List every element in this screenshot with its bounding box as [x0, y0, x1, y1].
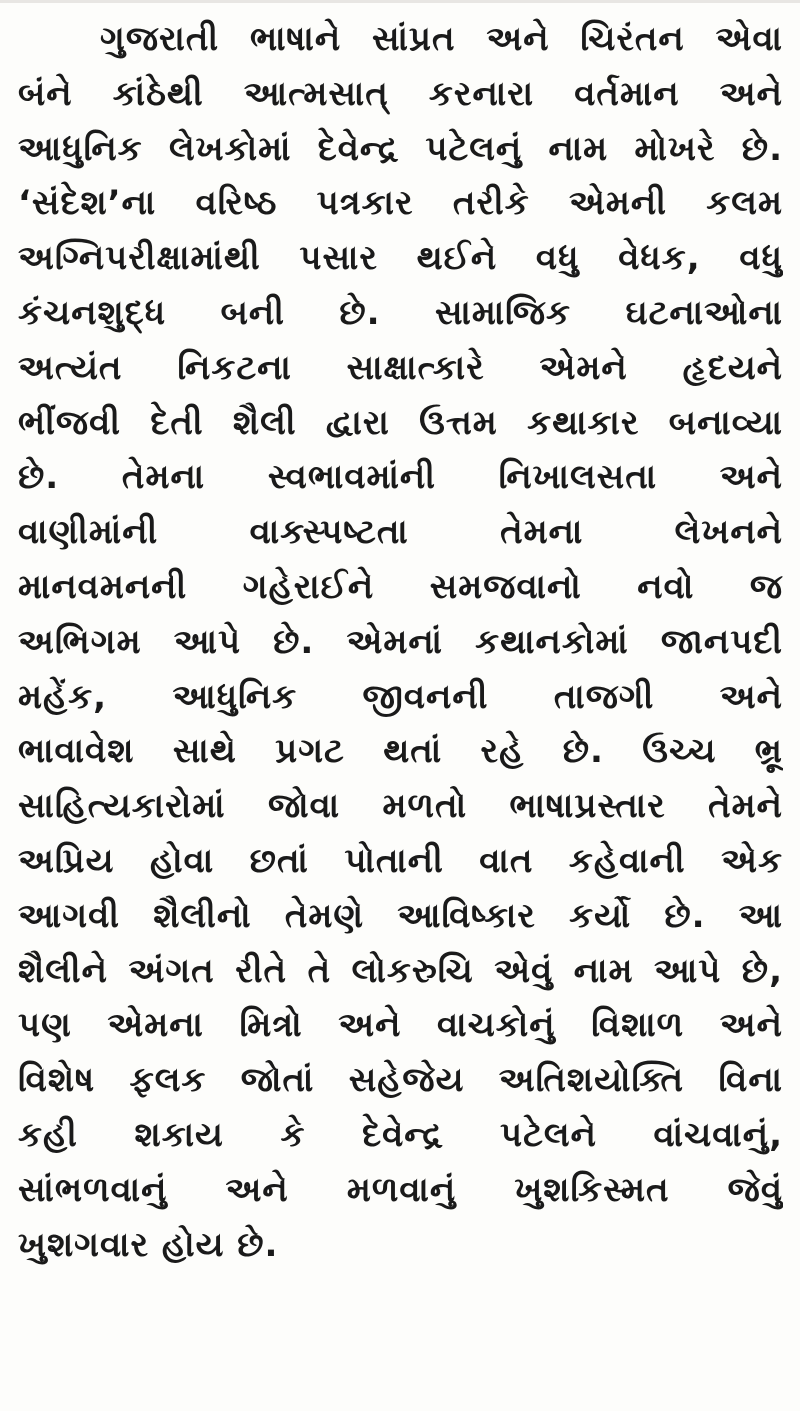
text-line: આગવી શૈલીનો તેમણે આવિષ્કાર કર્યો છે. આ	[18, 895, 783, 936]
text-line: મહેંક, આધુનિક જીવનની તાજગી અને	[18, 676, 783, 717]
text-line: આધુનિક લેખકોમાં દેવેન્દ્ર પટેલનું નામ મોખરે છે.	[18, 128, 783, 169]
text-line: પણ એમના મિત્રો અને વાચકોનું વિશાળ અને	[18, 1005, 783, 1046]
text-line: વિશેષ ફલક જોતાં સહેજેય અતિશયોક્તિ વિના	[18, 1060, 783, 1101]
text-line: અગ્નિપરીક્ષામાંથી પસાર થઈને વધુ વેધક, વધુ	[18, 238, 783, 279]
text-line: સાહિત્યકારોમાં જોવા મળતો ભાષાપ્રસ્તાર તેમને	[18, 786, 783, 827]
text-line: અપ્રિય હોવા છતાં પોતાની વાત કહેવાની એક	[18, 840, 783, 881]
page-top-edge	[0, 0, 800, 3]
text-line: શૈલીને અંગત રીતે તે લોકરુચિ એવું નામ આપે છે,	[18, 950, 783, 991]
text-line: ‘સંદેશ’ના વરિષ્ઠ પત્રકાર તરીકે એમની કલમ	[18, 183, 783, 224]
text-line: ભીંજવી દેતી શૈલી દ્વારા ઉત્તમ કથાકાર બનાવ્યા	[18, 402, 783, 443]
text-line: માનવમનની ગહેરાઈને સમજવાનો નવો જ	[18, 566, 783, 607]
text-line: ગુજરાતી ભાષાને સાંપ્રત અને ચિરંતન એવા	[100, 19, 783, 59]
text-line: વાણીમાંની વાક્સ્પષ્ટતા તેમના લેખનને	[18, 512, 783, 553]
text-line: અભિગમ આપે છે. એમનાં કથાનકોમાં જાનપદી	[18, 621, 783, 662]
text-line: અત્યંત નિકટના સાક્ષાત્કારે એમને હૃદયને	[18, 347, 783, 388]
text-line: કંચનશુદ્ધ બની છે. સામાજિક ઘટનાઓના	[18, 292, 783, 333]
text-line: છે. તેમના સ્વભાવમાંની નિખાલસતા અને	[18, 457, 783, 498]
text-line: કહી શકાય કે દેવેન્દ્ર પટેલને વાંચવાનું,	[18, 1114, 783, 1155]
text-line: ભાવાવેશ સાથે પ્રગટ થતાં રહે છે. ઉચ્ચ ભ્રૂ	[18, 731, 783, 772]
text-line: ખુશગવાર હોય છે.	[18, 1224, 279, 1265]
text-line: સાંભળવાનું અને મળવાનું ખુશકિસ્મત જેવું	[18, 1169, 783, 1210]
text-line: બંને કાંઠેથી આત્મસાત્ કરનારા વર્તમાન અને	[18, 73, 783, 114]
paragraph	[18, 12, 783, 1272]
